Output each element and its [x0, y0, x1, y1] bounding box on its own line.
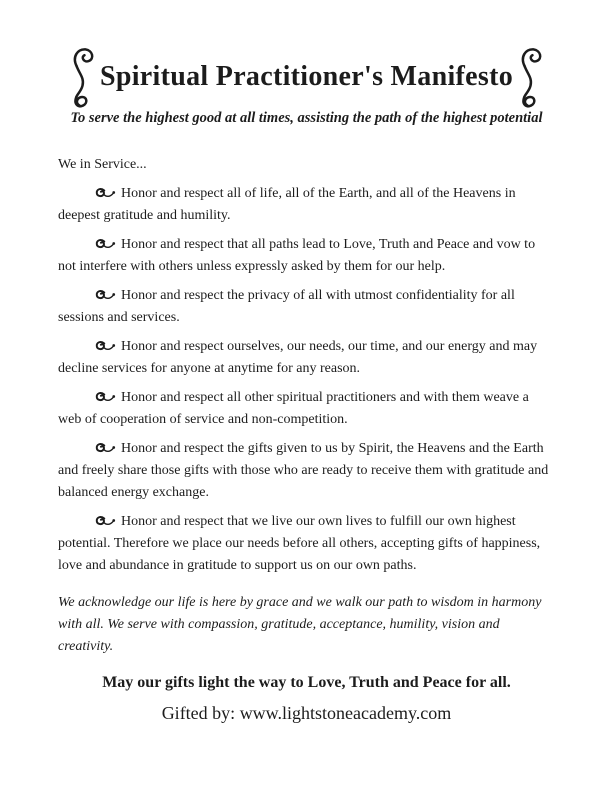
calligraphic-swirl-icon: [514, 46, 547, 108]
manifesto-item-text: Honor and respect the gifts given to us by Spirit, the Heavens and the Earth and freely share those gifts with those who are ready to receive them with gratitude and balanced energy exchange.: [58, 441, 549, 500]
closing-paragraph: We acknowledge our life is here by grace and we walk our path to wisdom in harmony with all. We serve with compassion, gratitude, acceptance, humility, vision and creativity.: [58, 595, 542, 654]
swirl-bullet-icon: [95, 289, 116, 300]
title-row: [58, 46, 555, 108]
gifted-by-label: Gifted by:: [161, 703, 236, 723]
calligraphic-swirl-icon: [66, 46, 99, 108]
document-subtitle: To serve the highest good at all times, assisting the path of the highest potential: [70, 110, 543, 126]
manifesto-item: [58, 285, 555, 329]
swirl-bullet-icon: [95, 442, 116, 453]
manifesto-body: [58, 154, 555, 724]
manifesto-item: [58, 234, 555, 278]
blessing-line: May our gifts light the way to Love, Truth and Peace for all.: [102, 674, 511, 691]
page-title: Spiritual Practitioner's Manifesto: [99, 61, 514, 92]
swirl-bullet-icon: [95, 515, 116, 526]
manifesto-item-text: Honor and respect that all paths lead to Love, Truth and Peace and vow to not interfere with others unless expressly asked by them for our help.: [58, 237, 536, 274]
manifesto-item: [58, 336, 555, 380]
intro-line: We in Service...: [58, 157, 147, 172]
website-url: www.lightstoneacademy.com: [239, 703, 452, 723]
manifesto-item: [58, 387, 555, 431]
manifesto-item: [58, 183, 555, 227]
swirl-bullet-icon: [95, 340, 116, 351]
gifted-by-line: [58, 702, 555, 724]
manifesto-item-text: Honor and respect ourselves, our needs, our time, and our energy and may decline services for anyone at anytime for any reason.: [58, 339, 538, 376]
manifesto-item-text: Honor and respect all other spiritual practitioners and with them weave a web of cooperation of service and non-competition.: [58, 390, 529, 427]
manifesto-item-text: Honor and respect all of life, all of the Earth, and all of the Heavens in deepest gratitude and humility.: [58, 186, 516, 223]
manifesto-item-text: Honor and respect that we live our own lives to fulfill our own highest potential. Therefore we place our needs before all others, accepting gifts of happiness, love and abundance in gratitude to support us on our own paths.: [58, 514, 541, 573]
manifesto-item: [58, 438, 555, 504]
swirl-bullet-icon: [95, 238, 116, 249]
swirl-bullet-icon: [95, 391, 116, 402]
manifesto-item-text: Honor and respect the privacy of all with utmost confidentiality for all sessions and services.: [58, 288, 515, 325]
swirl-bullet-icon: [95, 187, 116, 198]
title-block: [58, 46, 555, 127]
manifesto-item: [58, 511, 555, 577]
